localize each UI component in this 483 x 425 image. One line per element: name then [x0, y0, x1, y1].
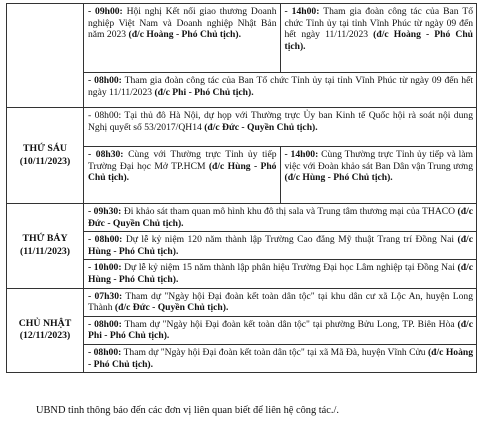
entry-time: - 09h00:: [88, 6, 123, 17]
entry-cell: [280, 147, 477, 203]
entry-cell: [84, 147, 280, 203]
entry-row: [84, 344, 476, 372]
entry-time: - 08h00:: [88, 75, 122, 86]
entry-text: Tham gia đoàn công tác của Ban Tổ chức Tỉnh ủy tại tỉnh Vĩnh Phúc từ ngày 09 đến hết ngày 11/11/2023: [88, 75, 474, 98]
day-cell-empty: [7, 4, 84, 108]
day-name: CHỦ NHẬT: [18, 317, 72, 329]
entry-text: - 08h00: Tại thủ đô Hà Nội, dự họp với Thường trực Ủy ban Kinh tế Quốc hội rà soát nội dung Nghị quyết số 53/2017/QH14: [88, 110, 473, 133]
day-cell-sunday: [7, 288, 84, 373]
day-date: (10/11/2023): [19, 155, 71, 167]
entry-time: - 14h00:: [284, 149, 319, 160]
entry-person: (đ/c Phi - Phó Chủ tịch).: [154, 86, 254, 98]
entry-text: Cùng với Thường trực Tỉnh ủy tiếp Trường Đại học Mở TP.HCM: [88, 149, 277, 172]
schedule-row-friday: [7, 108, 477, 204]
day-cell-saturday: [7, 204, 84, 289]
entry-person: (đ/c Đức - Quyền Chủ tịch).: [114, 302, 229, 314]
schedule-row-saturday: [7, 204, 477, 289]
entry-row: [84, 204, 476, 231]
entry-row: [84, 259, 476, 287]
entry-time: - 08h00:: [88, 234, 123, 246]
entry-time: - 09h30:: [88, 206, 122, 217]
entry-person: (đ/c Hoàng - Phó Chủ tịch).: [88, 346, 474, 370]
day-cell-friday: [7, 108, 84, 204]
entry-cell: [84, 108, 476, 146]
entry-cell: [84, 317, 476, 344]
entry-row: [84, 108, 476, 146]
entry-cell: [84, 260, 476, 287]
entries-cell: [84, 4, 477, 108]
day-name: THỨ SÁU: [23, 143, 67, 154]
entry-person: (đ/c Hoàng - Phó Chủ tịch).: [128, 29, 241, 41]
entry-cell: [84, 4, 280, 72]
entry-person: (đ/c Hùng - Phó Chủ tịch).: [88, 262, 474, 285]
entries-cell: [84, 204, 477, 289]
entry-cell: [84, 232, 476, 259]
entry-cell: [84, 345, 476, 372]
schedule-row-previous: [7, 4, 477, 108]
entry-cell: [84, 204, 476, 231]
footer-notice: UBND tỉnh thông báo đến các đơn vị liên quan biết để liên hệ công tác./.: [36, 405, 339, 416]
entry-time: - 08h30:: [88, 149, 124, 160]
schedule-row-sunday: [7, 288, 477, 373]
entry-text: Tham dự "Ngày hội Đại đoàn kết toàn dân tộc" tại khu dân cư xã Lộc An, huyện Long Thành: [88, 290, 474, 314]
entry-person: (đ/c Hùng - Phó Chủ tịch).: [88, 234, 473, 257]
entry-cell: [84, 73, 476, 107]
entry-row: [84, 316, 476, 344]
entry-time: - 10h00:: [88, 262, 122, 274]
entry-text: Tham dự "Ngày hội Đại đoàn kết toàn dân tộc" tại xã Mã Đà, huyện Vĩnh Cửu: [121, 346, 428, 358]
entry-time: - 07h30:: [88, 290, 123, 302]
entry-text: Dự lễ kỷ niệm 120 năm thành lập Trường Cao đẳng Mỹ thuật Trang trí Đồng Nai: [122, 234, 458, 246]
entry-cell: [280, 4, 477, 72]
day-date: (12/11/2023): [19, 330, 71, 342]
entry-person: (đ/c Đức - Quyền Chủ tịch).: [88, 206, 474, 229]
entries-cell: [84, 108, 477, 204]
entry-row: [84, 146, 476, 203]
entry-time: - 08h00:: [88, 346, 122, 358]
entry-cell: [84, 289, 476, 316]
weekly-schedule-table: [6, 3, 477, 373]
entry-text: Đi khảo sát tham quan mô hình khu đô thị sala và Trung tâm thương mại của THACO: [121, 206, 458, 217]
entry-person: (đ/c Phi - Phó Chủ tịch).: [88, 318, 473, 342]
entry-person: (đ/c Hùng - Phó Chủ tịch).: [88, 160, 277, 184]
entry-text: Dự lễ kỷ niệm 15 năm thành lập phân hiệu Trường Đại học Lâm nghiệp tại Đồng Nai: [121, 262, 458, 274]
entry-text: Tham gia đoàn công tác của Ban Tổ chức Tỉnh ủy tại tỉnh Vĩnh Phúc từ ngày 09 đến hết ngày 11/11/2023: [284, 6, 473, 41]
entry-person: (đ/c Đức - Quyền Chủ tịch).: [204, 121, 318, 133]
entry-text: Tham dự "Ngày hội Đại đoàn kết toàn dân tộc" tại phường Bửu Long, TP. Biên Hòa: [121, 318, 458, 330]
entry-row: [84, 289, 476, 316]
day-date: (11/11/2023): [19, 245, 71, 257]
entry-person: (đ/c Hùng - Phó Chủ tịch).: [284, 172, 393, 184]
entry-time: - 14h00:: [284, 6, 320, 17]
entry-row: [84, 72, 476, 107]
entry-text: Hội nghị Kết nối giao thương Doanh nghiệp Việt Nam và Doanh nghiệp Nhật Bản năm 2023: [88, 6, 277, 41]
entry-row: [84, 4, 476, 72]
entry-time: - 08h00:: [88, 318, 122, 330]
entries-cell: [84, 288, 477, 373]
entry-row: [84, 231, 476, 259]
entry-text: Cùng Thường trực Tỉnh ủy tiếp và làm việc với Đoàn khảo sát Ban Dân vận Trung ương: [284, 149, 474, 172]
entry-person: (đ/c Hoàng - Phó Chủ tịch).: [284, 29, 473, 52]
day-name: THỨ BẢY: [22, 233, 68, 245]
